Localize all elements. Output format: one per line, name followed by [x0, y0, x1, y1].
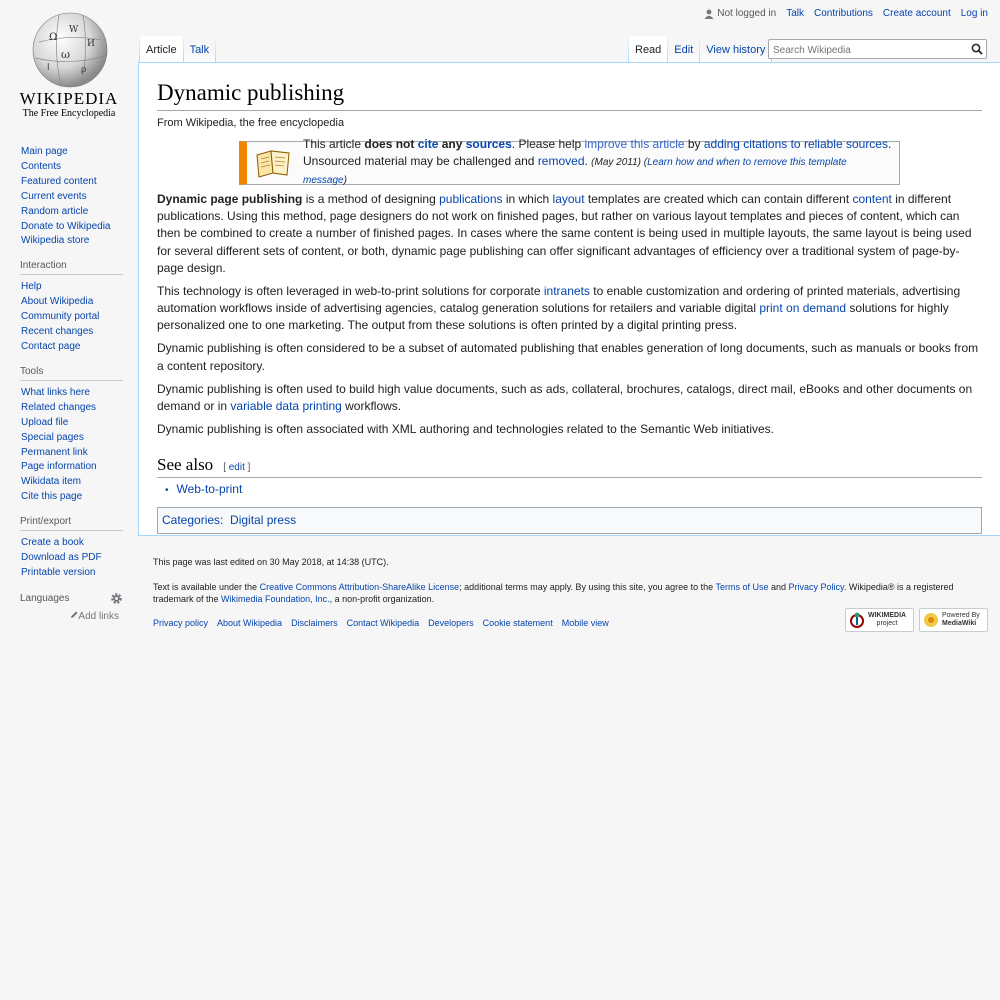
sidebar-item-featured-content[interactable]: Featured content	[21, 175, 97, 187]
see-also-list	[165, 482, 982, 496]
sidebar-item-about[interactable]: About Wikipedia	[21, 296, 94, 308]
sidebar-item-contents[interactable]: Contents	[21, 160, 62, 172]
adding-citations-link[interactable]: adding citations to reliable sources	[703, 137, 888, 152]
unsourced-warning-box	[239, 137, 900, 187]
footer	[153, 556, 988, 628]
interaction-heading: Interaction	[20, 260, 123, 275]
sidebar	[0, 140, 138, 633]
book-icon	[253, 147, 293, 179]
search-input[interactable]	[769, 42, 959, 60]
logo-tagline: The Free Encyclopedia	[22, 108, 116, 119]
status-text: Not logged in	[717, 8, 777, 19]
wikipedia-logo[interactable]	[0, 0, 138, 128]
categories-link[interactable]: Categories	[162, 512, 221, 527]
removed-link[interactable]: removed	[537, 154, 585, 169]
footer-contact[interactable]: Contact Wikipedia	[346, 618, 420, 628]
svg-text:ا: ا	[47, 63, 50, 73]
footer-disclaimers[interactable]: Disclaimers	[291, 618, 338, 628]
sidebar-item-page-information[interactable]: Page information	[21, 461, 97, 473]
tab-view-history[interactable]: View history	[700, 36, 771, 62]
last-modified: This page was last edited on 30 May 2018, at 14:38 (UTC).	[153, 557, 389, 567]
category-digital-press[interactable]: Digital press	[230, 512, 297, 527]
svg-text:ρ: ρ	[81, 65, 87, 75]
footer-cookie-statement[interactable]: Cookie statement	[482, 618, 553, 628]
search-box	[768, 39, 987, 59]
license-text: Text is available under the Creative Commons Attribution-ShareAlike License; additional terms may apply. By using this site, you agree to the Terms of Use and Privacy Policy. Wikipedia® is a registered trademark of the Wikimedia Foundation, Inc., a non-profit organization.	[153, 582, 954, 604]
footer-mobile-view[interactable]: Mobile view	[561, 618, 609, 628]
print-export-portal	[0, 516, 138, 581]
footer-developers[interactable]: Developers	[428, 618, 474, 628]
log-in-link[interactable]: Log in	[960, 8, 988, 19]
sidebar-item-community-portal[interactable]: Community portal	[21, 311, 100, 323]
terms-of-use-link[interactable]: Terms of Use	[715, 582, 769, 592]
page-title: Dynamic publishing	[157, 79, 982, 111]
tools-heading: Tools	[20, 366, 123, 381]
web-to-print-link[interactable]: Web-to-print	[176, 481, 243, 496]
sidebar-item-download-pdf[interactable]: Download as PDF	[21, 552, 102, 564]
footer-about[interactable]: About Wikipedia	[217, 618, 283, 628]
mediawiki-logo-icon	[922, 611, 940, 629]
talk-link[interactable]: Talk	[786, 8, 804, 19]
warning-text: This article does not cite any sources. Please help improve this article by adding citations to reliable sources. Unsourced material may be challenged and removed. (May 2011) (Learn how and when to remove this template message)	[303, 137, 892, 187]
category-links: Categories: Digital press	[157, 507, 982, 534]
sidebar-item-permanent-link[interactable]: Permanent link	[21, 446, 88, 458]
sidebar-item-upload-file[interactable]: Upload file	[21, 416, 69, 428]
edit-section-link[interactable]: edit	[228, 461, 245, 473]
sidebar-item-related-changes[interactable]: Related changes	[21, 401, 97, 413]
main-content	[138, 62, 1000, 536]
paragraph-4: Dynamic publishing is often used to build high value documents, such as ads, collateral, brochures, catalogs, direct mail, eBooks and other documents on demand or in variable data printing workflows.	[157, 381, 973, 413]
privacy-policy-link[interactable]: Privacy Policy	[788, 582, 844, 592]
sidebar-item-main-page[interactable]: Main page	[21, 146, 68, 157]
template-date: (May 2011)	[591, 157, 642, 169]
tools-portal	[0, 366, 138, 505]
variable-data-printing-link[interactable]: variable data printing	[230, 398, 342, 413]
sources-link[interactable]: sources	[465, 137, 512, 152]
sidebar-item-wikidata-item[interactable]: Wikidata item	[21, 476, 82, 488]
article-body	[157, 191, 982, 438]
wikimedia-logo-icon	[848, 611, 866, 629]
gear-icon[interactable]	[110, 592, 123, 605]
search-icon[interactable]	[971, 43, 983, 55]
cc-license-link[interactable]: Creative Commons Attribution-ShareAlike License	[259, 582, 460, 592]
tab-talk[interactable]: Talk	[184, 36, 216, 62]
sidebar-item-help[interactable]: Help	[21, 281, 42, 293]
view-tabs	[628, 36, 772, 62]
sidebar-item-cite-this-page[interactable]: Cite this page	[21, 491, 83, 503]
paragraph-5: Dynamic publishing is often associated with XML authoring and technologies related to the Semantic Web initiatives.	[157, 421, 775, 436]
cite-link[interactable]: cite	[417, 137, 439, 152]
puzzle-globe-icon	[29, 10, 111, 88]
layout-link[interactable]: layout	[552, 191, 585, 206]
list-item	[165, 482, 982, 496]
sidebar-item-donate[interactable]: Donate to Wikipedia	[21, 220, 111, 232]
svg-text:ω: ω	[61, 48, 70, 61]
svg-text:И: И	[87, 39, 95, 49]
print-export-heading: Print/export	[20, 516, 123, 531]
contributions-link[interactable]: Contributions	[814, 8, 873, 19]
sidebar-item-store[interactable]: Wikipedia store	[21, 235, 90, 247]
sidebar-item-contact-page[interactable]: Contact page	[21, 340, 81, 352]
interaction-portal	[0, 260, 138, 355]
svg-text:W: W	[69, 25, 79, 35]
tab-article[interactable]: Article	[140, 36, 183, 62]
sidebar-item-what-links-here[interactable]: What links here	[21, 386, 90, 398]
publications-link[interactable]: publications	[439, 191, 503, 206]
site-subtitle: From Wikipedia, the free encyclopedia	[157, 116, 345, 129]
add-links[interactable]: Add links	[21, 611, 119, 622]
content-link[interactable]: content	[852, 191, 892, 206]
edit-section: [ edit ]	[223, 461, 251, 473]
user-icon	[704, 9, 714, 19]
svg-text:Ω: Ω	[49, 32, 58, 43]
navigation-portal	[0, 145, 138, 249]
wikimedia-project-badge[interactable]: WIKIMEDIA project	[845, 608, 914, 632]
paragraph-3: Dynamic publishing is often considered to be a subset of automated publishing that enables generation of long documents, such as manuals or books from a content repository.	[157, 341, 979, 373]
paragraph-1: Dynamic page publishing is a method of designing publications in which layout templates are created which can contain different content in different publications. Using this method, page designers do not work on finished pages, but rather on various layout templates and pieces of content, which can then be combined to create a number of finished pages. In cases where the same content is being used in multiple layouts, the same layout is being used for several different sets of content, or both, dynamic page publishing can offer significant advantages of efficiency over a traditional system of page-by-page design.	[157, 191, 972, 275]
see-also-heading: See also [ edit ]	[157, 455, 982, 478]
print-on-demand-link[interactable]: print on demand	[759, 301, 847, 316]
create-account-link[interactable]: Create account	[882, 8, 951, 19]
wikimedia-foundation-link[interactable]: Wikimedia Foundation, Inc.	[221, 594, 330, 604]
not-logged-in-status	[704, 8, 776, 19]
sidebar-item-random-article[interactable]: Random article	[21, 205, 89, 217]
improve-article-link[interactable]: improve this article	[584, 137, 685, 152]
paragraph-2: This technology is often leveraged in web-to-print solutions for corporate intranets to enable customization and ordering of printed materials, advertising automation workflows inside of advertising agencies, catalog generation solutions for retailers and variable digital print on demand solutions for highly personalized one to one marketing. The output from these solutions is often printed by a digital printing press.	[157, 283, 961, 333]
intranets-link[interactable]: intranets	[543, 283, 590, 298]
learn-how-link[interactable]: Learn how and when to remove this template message	[303, 157, 847, 187]
sidebar-item-printable-version[interactable]: Printable version	[21, 566, 96, 578]
sidebar-item-create-book[interactable]: Create a book	[21, 537, 84, 549]
personal-tools	[704, 8, 988, 19]
powered-by-mediawiki-badge[interactable]: Powered By MediaWiki	[919, 608, 988, 632]
footer-icons	[845, 608, 988, 632]
namespace-tabs	[139, 36, 216, 62]
languages-portal	[0, 592, 138, 622]
footer-privacy-policy[interactable]: Privacy policy	[153, 618, 209, 628]
tab-edit[interactable]: Edit	[668, 36, 699, 62]
sidebar-item-recent-changes[interactable]: Recent changes	[21, 326, 94, 338]
sidebar-item-special-pages[interactable]: Special pages	[21, 431, 84, 443]
languages-heading: Languages	[20, 592, 123, 608]
sidebar-item-current-events[interactable]: Current events	[21, 190, 87, 202]
tab-read[interactable]: Read	[629, 36, 667, 62]
logo-wordmark: WIKIPEDIA	[19, 89, 119, 108]
